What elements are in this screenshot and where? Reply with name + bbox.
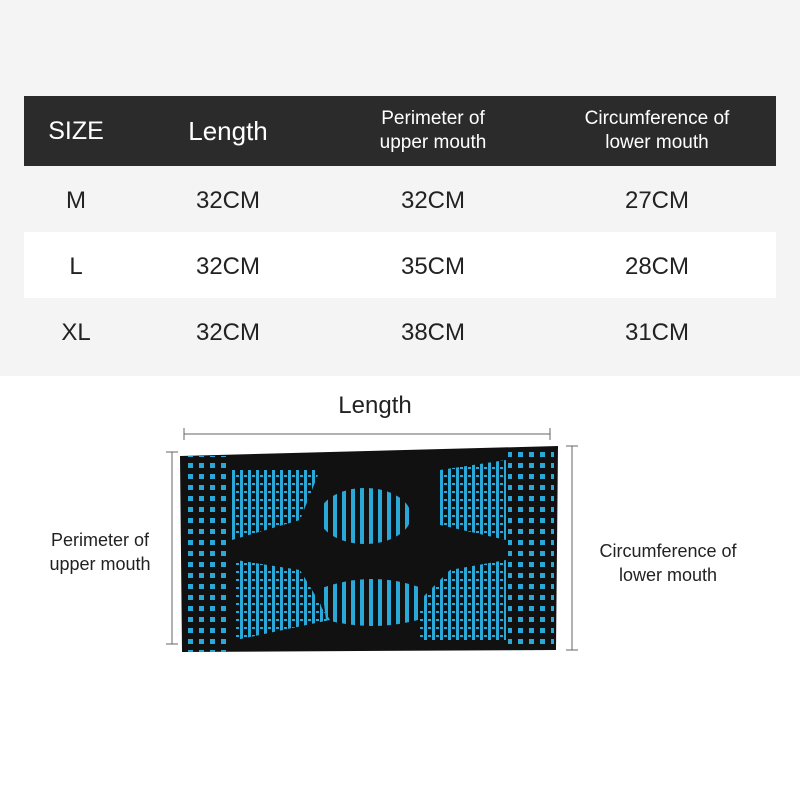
header-length: Length [188, 115, 268, 146]
size-cell: XL [61, 319, 91, 346]
length-cell: 32CM [195, 253, 261, 280]
lower-cell: 28CM [624, 253, 690, 280]
size-cell: L [69, 253, 83, 280]
length-dimension-line [184, 428, 550, 440]
length-cell: 32CM [195, 319, 261, 346]
upper-cell: 38CM [400, 319, 466, 346]
size-cell: M [66, 187, 86, 214]
upper-perimeter-label: Perimeter of upper mouth [49, 530, 151, 574]
lower-dimension-line [566, 446, 578, 650]
upper-cell: 35CM [400, 253, 466, 280]
length-label: Length [338, 392, 412, 419]
header-size: SIZE [48, 116, 104, 145]
lower-cell: 27CM [624, 187, 690, 214]
lower-cell: 31CM [624, 319, 690, 346]
upper-cell: 32CM [400, 187, 466, 214]
lower-circumference-label: Circumference of lower mouth [599, 541, 737, 585]
header-upper-perimeter: Perimeter of upper mouth [379, 108, 487, 153]
knee-sleeve-image [170, 440, 570, 660]
length-cell: 32CM [195, 187, 261, 214]
header-lower-circumference: Circumference of lower mouth [584, 108, 730, 153]
